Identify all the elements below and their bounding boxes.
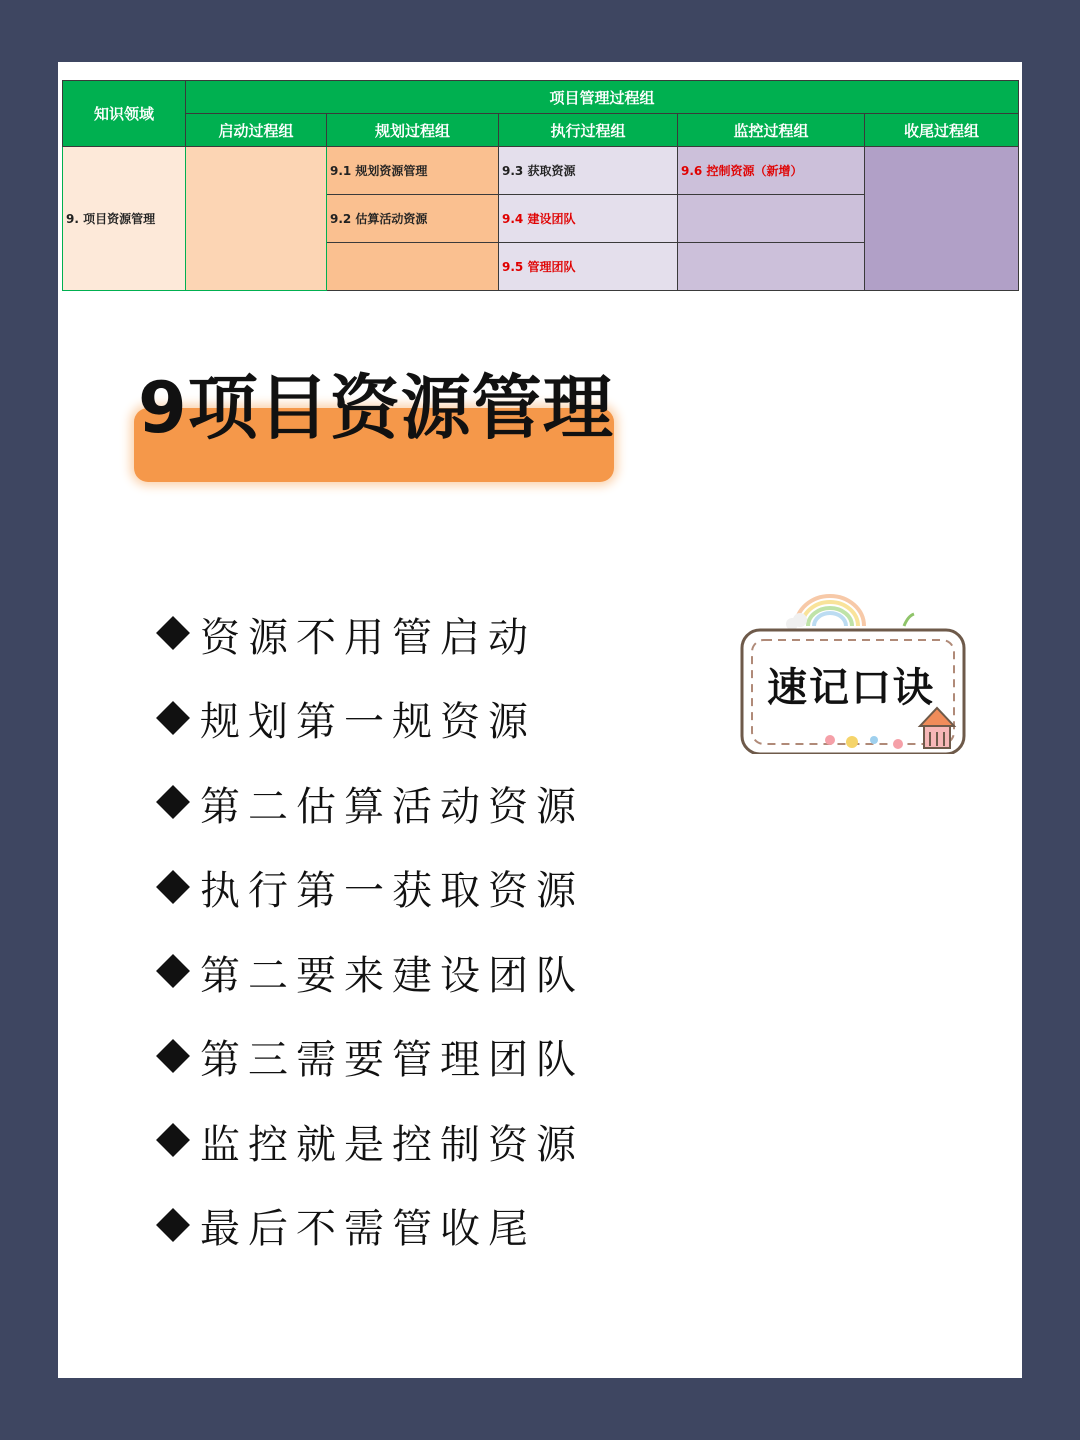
diamond-bullet-icon	[154, 1121, 192, 1161]
process-9-5-num: 9.5	[502, 260, 524, 274]
initiating-cell	[186, 147, 327, 291]
mnemonic-line	[154, 592, 714, 677]
process-9-5-name: 管理团队	[527, 260, 576, 274]
process-9-1: 9.1 规划资源管理	[327, 147, 499, 195]
mnemonic-list	[154, 592, 714, 1268]
process-9-6-num: 9.6	[681, 164, 703, 178]
mnemonic-line	[154, 1015, 714, 1100]
process-table	[62, 80, 1019, 291]
area-name: 9. 项目资源管理	[63, 147, 186, 291]
title-block	[134, 352, 634, 492]
mnemonic-text: 资源不用管启动	[200, 614, 536, 661]
mnemonic-line	[154, 1184, 714, 1269]
process-9-4-name: 建设团队	[527, 212, 576, 226]
planning-empty	[327, 243, 499, 291]
diamond-bullet-icon	[154, 783, 192, 823]
mnemonic-text: 规划第一规资源	[200, 699, 536, 746]
process-9-2: 9.2 估算活动资源	[327, 195, 499, 243]
diamond-bullet-icon	[154, 699, 192, 739]
process-9-3-num: 9.3	[502, 164, 524, 178]
group-header: 项目管理过程组	[186, 81, 1019, 114]
page-title: 9项目资源管理	[138, 367, 614, 449]
process-9-3-name: 获取资源	[527, 164, 576, 178]
diamond-bullet-icon	[154, 868, 192, 908]
group-initiating: 启动过程组	[186, 114, 327, 147]
group-closing: 收尾过程组	[865, 114, 1019, 147]
mnemonic-badge	[734, 574, 974, 754]
process-9-4	[499, 195, 678, 243]
mnemonic-text: 第三需要管理团队	[200, 1037, 584, 1084]
mnemonic-line	[154, 761, 714, 846]
mnemonic-line	[154, 846, 714, 931]
mnemonic-text: 第二估算活动资源	[200, 783, 584, 830]
badge-label: 速记口诀	[767, 665, 935, 711]
process-9-6	[678, 147, 865, 195]
mnemonic-text: 最后不需管收尾	[200, 1206, 536, 1253]
mnemonic-text: 监控就是控制资源	[200, 1121, 584, 1168]
monitoring-empty-1	[678, 195, 865, 243]
content-card	[58, 62, 1022, 1378]
monitoring-empty-2	[678, 243, 865, 291]
process-9-6-name: 控制资源（新增）	[706, 164, 803, 178]
group-monitoring: 监控过程组	[678, 114, 865, 147]
area-header: 知识领域	[63, 81, 186, 147]
mnemonic-line	[154, 677, 714, 762]
process-9-5	[499, 243, 678, 291]
mnemonic-line	[154, 1099, 714, 1184]
diamond-bullet-icon	[154, 1206, 192, 1246]
process-9-3	[499, 147, 678, 195]
group-executing: 执行过程组	[499, 114, 678, 147]
diamond-bullet-icon	[154, 1037, 192, 1077]
group-planning: 规划过程组	[327, 114, 499, 147]
diamond-bullet-icon	[154, 614, 192, 654]
mnemonic-line	[154, 930, 714, 1015]
mnemonic-text: 第二要来建设团队	[200, 952, 584, 999]
process-9-4-num: 9.4	[502, 212, 524, 226]
closing-cell	[865, 147, 1019, 291]
diamond-bullet-icon	[154, 952, 192, 992]
mnemonic-text: 执行第一获取资源	[200, 868, 584, 915]
